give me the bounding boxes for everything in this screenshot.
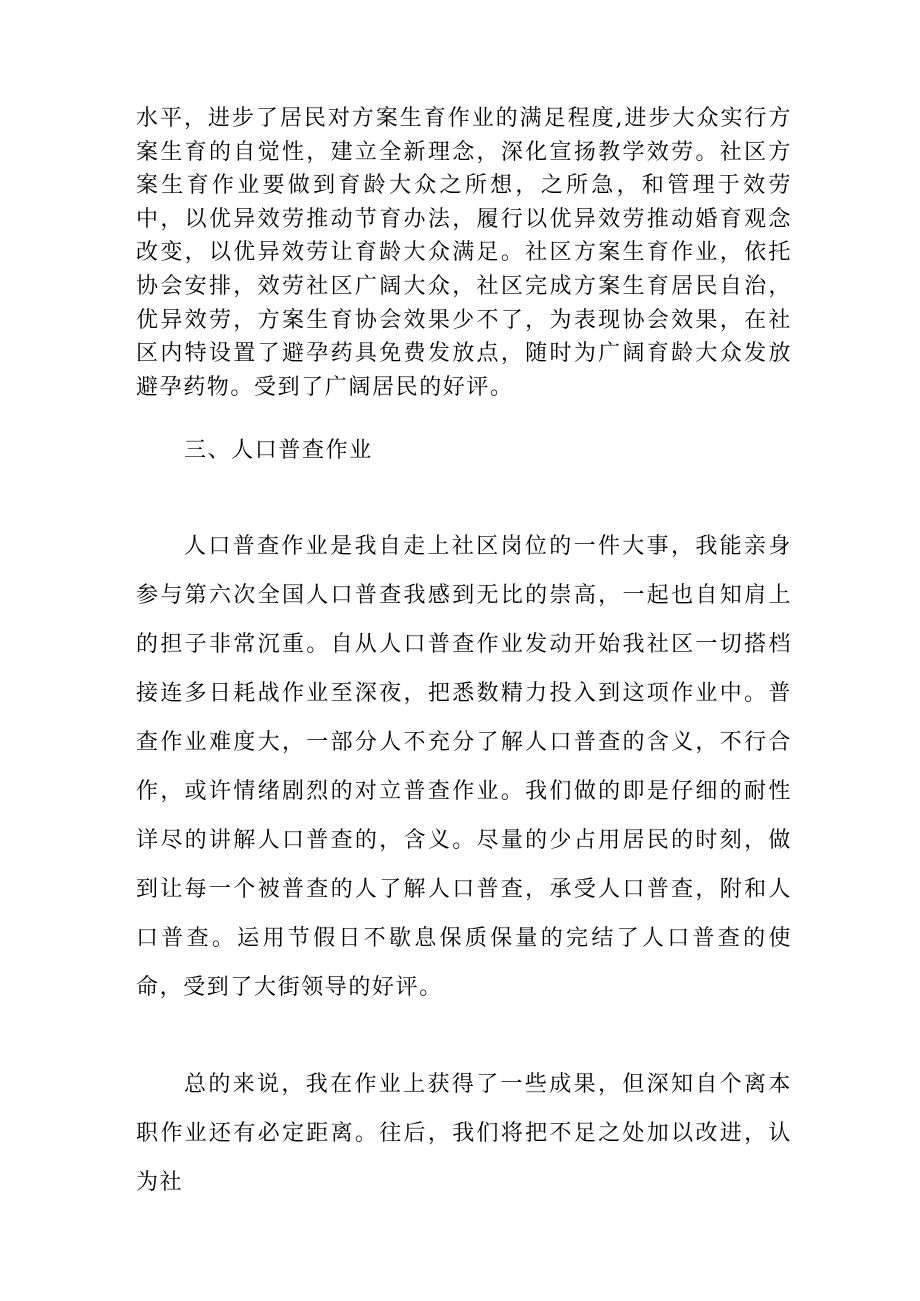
body-paragraph-family-planning: 水平，进步了居民对方案生育作业的满足程度,进步大众实行方案生育的自觉性，建立全新理念，深化宣扬教学效劳。社区方案生育作业要做到育龄大众之所想，之所急，和管理于效劳中，以优异效劳推动节育办法，履行以优异效劳推动婚育观念改变，以优异效劳让育龄大众满足。社区方案生育作业，依托协会安排，效劳社区广阔大众，社区完成方案生育居民自治，优异效劳，方案生育协会效果少不了，为表现协会效果，在社区内特设置了避孕药具免费发放点，随时为广阔育龄大众发放避孕药物。受到了广阔居民的好评。 xyxy=(136,106,792,400)
body-paragraph-census: 人口普查作业是我自走上社区岗位的一件大事，我能亲身参与第六次全国人口普查我感到无比的崇高，一起也自知肩上的担子非常沉重。自从人口普查作业发动开始我社区一切搭档接连多日耗战作业至深夜，把悉数精力投入到这项作业中。普查作业难度大，一部分人不充分了解人口普查的含义，不行合作，或许情绪剧烈的对立普查作业。我们做的即是仔细的耐性详尽的讲解人口普查的，含义。尽量的少占用居民的时刻，做到让每一个被普查的人了解人口普查，承受人口普查，附和人口普查。运用节假日不歇息保质保量的完结了人口普查的使命，受到了大街领导的好评。 xyxy=(136,534,792,1000)
body-paragraph-summary: 总的来说，我在作业上获得了一些成果，但深知自个离本职作业还有必定距离。往后，我们将把不足之处加以改进，认为社 xyxy=(136,1072,792,1195)
section-heading-census: 三、人口普查作业 xyxy=(184,438,373,463)
